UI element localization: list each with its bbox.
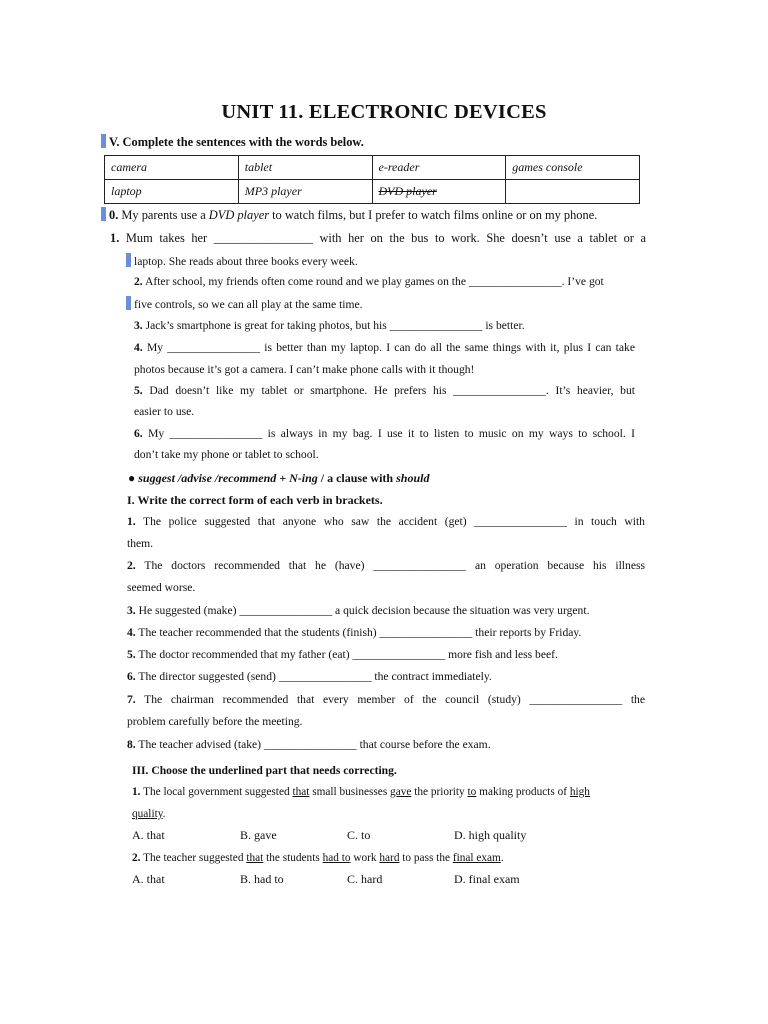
option-b[interactable]: B. had to [240, 872, 284, 886]
item-line: 3. He suggested (make) ________________ a quick decision because the situation was very urgent. [127, 604, 590, 617]
option-a[interactable]: A. that [132, 872, 165, 886]
word-cell: laptop [105, 180, 239, 204]
option-c[interactable]: C. hard [347, 872, 383, 886]
word-cell: MP3 player [238, 180, 372, 204]
item-line: 6. My ________________ is always in my bag. I use it to listen to music on my ways to school. I [134, 427, 635, 440]
word-cell: tablet [238, 156, 372, 180]
word-row [105, 180, 640, 204]
item-line: five controls, so we can all play at the same time. [126, 296, 363, 313]
question-line: quality. [132, 808, 166, 820]
item-line: them. [127, 537, 154, 550]
bookmark-icon [126, 253, 131, 267]
item-line: 1. The police suggested that anyone who saw the accident (get) ________________ in touch with [127, 515, 645, 528]
example-sentence: 0. My parents use a DVD player to watch films, but I prefer to watch films online or on my phone. [101, 207, 597, 223]
word-cell-used: DVD player [372, 180, 506, 204]
option-d[interactable]: D. high quality [454, 828, 527, 842]
item-line: problem carefully before the meeting. [127, 715, 303, 728]
section-5-heading: V. Complete the sentences with the words below. [101, 134, 364, 150]
word-cell: e-reader [372, 156, 506, 180]
item-line: 8. The teacher advised (take) ________________ that course before the exam. [127, 738, 491, 751]
item-line: 4. The teacher recommended that the students (finish) ________________ their reports by Friday. [127, 626, 582, 639]
grammar-note: ● suggest /advise /recommend + N-ing / a clause with should [128, 471, 430, 485]
item-line: 2. The doctors recommended that he (have) ________________ an operation because his illness [127, 559, 645, 572]
word-cell [506, 180, 640, 204]
word-row [105, 156, 640, 180]
item-line: laptop. She reads about three books every week. [126, 253, 358, 270]
bookmark-icon [101, 207, 106, 221]
word-box [104, 155, 640, 204]
item-line: 4. My ________________ is better than my laptop. I can do all the same things with it, plus I can take [134, 341, 635, 354]
page-title: UNIT 11. ELECTRONIC DEVICES [221, 101, 547, 123]
section-1-heading: I. Write the correct form of each verb in brackets. [127, 493, 383, 507]
item-line: easier to use. [134, 405, 195, 418]
item-line: 5. The doctor recommended that my father (eat) ________________ more fish and less beef. [127, 648, 558, 661]
word-cell: games console [506, 156, 640, 180]
item-line: 5. Dad doesn’t like my tablet or smartphone. He prefers his ________________. It’s heavier, but [134, 384, 635, 397]
section-3-heading: III. Choose the underlined part that needs correcting. [132, 764, 397, 777]
item-line: 7. The chairman recommended that every member of the council (study) ________________ the [127, 693, 645, 706]
item-line: seemed worse. [127, 581, 196, 594]
question-line: 1. The local government suggested that small businesses gave the priority to making products of high [132, 786, 590, 798]
item-line: 6. The director suggested (send) ________________ the contract immediately. [127, 670, 492, 683]
item-line: don’t take my phone or tablet to school. [134, 448, 319, 461]
option-c[interactable]: C. to [347, 828, 371, 842]
word-cell: camera [105, 156, 239, 180]
item-line: photos because it’s got a camera. I can’t make phone calls with it though! [134, 363, 475, 376]
bookmark-icon [126, 296, 131, 310]
item-line: 1. Mum takes her ________________ with her on the bus to work. She doesn’t use a tablet or a [110, 231, 646, 245]
option-a[interactable]: A. that [132, 828, 165, 842]
item-line: 2. After school, my friends often come round and we play games on the ________________. I’ve got [134, 275, 604, 288]
item-line: 3. Jack’s smartphone is great for taking photos, but his ________________ is better. [134, 319, 525, 332]
bookmark-icon [101, 134, 106, 148]
question-line: 2. The teacher suggested that the students had to work hard to pass the final exam. [132, 852, 504, 864]
option-b[interactable]: B. gave [240, 828, 277, 842]
option-d[interactable]: D. final exam [454, 872, 520, 886]
